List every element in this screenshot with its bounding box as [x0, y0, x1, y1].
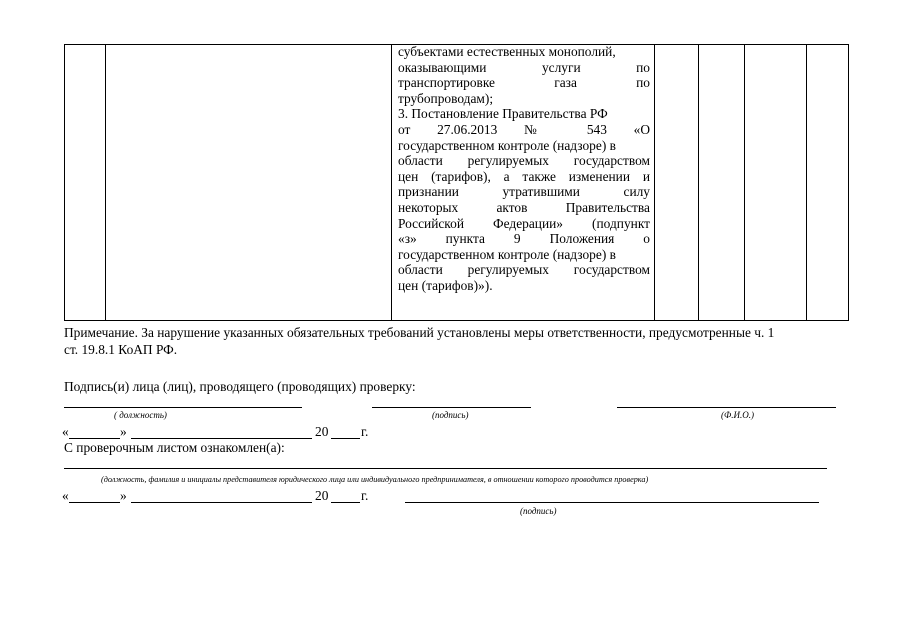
position-line[interactable]	[64, 407, 302, 408]
day2-line[interactable]	[69, 502, 120, 503]
date2-quote-open: «	[62, 488, 69, 503]
cell-text-line: признании утратившими силу	[398, 184, 650, 200]
date2-quote-close: »	[120, 488, 127, 503]
table-col-border	[806, 44, 807, 321]
fio-line[interactable]	[617, 407, 836, 408]
date-quote-open: «	[62, 424, 69, 439]
year2-prefix: 20	[315, 488, 329, 503]
table-col-border	[105, 44, 106, 321]
requirements-table	[64, 44, 849, 321]
note-line-2: ст. 19.8.1 КоАП РФ.	[64, 342, 178, 357]
position-caption: ( должность)	[114, 410, 167, 420]
month2-line[interactable]	[131, 502, 312, 503]
year2-suffix: г.	[361, 488, 369, 503]
cell-text-line: транспортировке газа по	[398, 75, 650, 91]
table-col-border	[64, 44, 65, 321]
acquaint-heading: С проверочным листом ознакомлен(а):	[64, 440, 285, 455]
cell-text-line: цен (тарифов)»).	[398, 277, 493, 293]
cell-text-line: государственном контроле (надзоре) в	[398, 137, 616, 153]
year-prefix: 20	[315, 424, 329, 439]
table-col-border	[744, 44, 745, 321]
table-bottom-border	[64, 320, 849, 321]
representative-line[interactable]	[64, 468, 827, 469]
cell-text-line: трубопроводам);	[398, 90, 494, 106]
representative-caption: (должность, фамилия и инициалы представителя юридического лица или индивидуального предпринимателя, в отношении которого проводится проверка)	[101, 475, 649, 484]
cell-text-line: 3. Постановление Правительства РФ	[398, 106, 608, 122]
year-suffix: г.	[361, 424, 369, 439]
year2-line[interactable]	[331, 502, 360, 503]
cell-text-line: субъектами естественных монополий,	[398, 44, 616, 59]
date-quote-close: »	[120, 424, 127, 439]
cell-text-line: некоторых актов Правительства	[398, 199, 650, 215]
cell-text-line: области регулируемых государством	[398, 262, 650, 278]
signature-caption: (подпись)	[432, 410, 469, 420]
signature2-line[interactable]	[405, 502, 819, 503]
signature2-caption: (подпись)	[520, 506, 557, 516]
signature-heading: Подпись(и) лица (лиц), проводящего (проводящих) проверку:	[64, 379, 416, 394]
cell-text-line: области регулируемых государством	[398, 153, 650, 169]
month-line[interactable]	[131, 438, 312, 439]
table-col-border	[391, 44, 392, 321]
cell-text-line: цен (тарифов), а также изменении и	[398, 168, 650, 184]
fio-caption: (Ф.И.О.)	[721, 410, 754, 420]
table-col-border	[848, 44, 849, 321]
year-line[interactable]	[331, 438, 360, 439]
legal-basis-cell	[398, 44, 650, 294]
cell-text-line: оказывающими услуги по	[398, 59, 650, 75]
cell-text-line: от 27.06.2013 № 543 «О	[398, 121, 650, 137]
note-line-1: Примечание. За нарушение указанных обязательных требований установлены меры ответственности, предусмотренные ч. 1	[64, 325, 775, 340]
table-col-border	[698, 44, 699, 321]
cell-text-line: «з» пункта 9 Положения о	[398, 231, 650, 247]
cell-text-line: государственном контроле (надзоре) в	[398, 246, 616, 262]
cell-text-line: Российской Федерации» (подпункт	[398, 215, 650, 231]
day-line[interactable]	[69, 438, 120, 439]
signature-line[interactable]	[372, 407, 531, 408]
table-col-border	[654, 44, 655, 321]
